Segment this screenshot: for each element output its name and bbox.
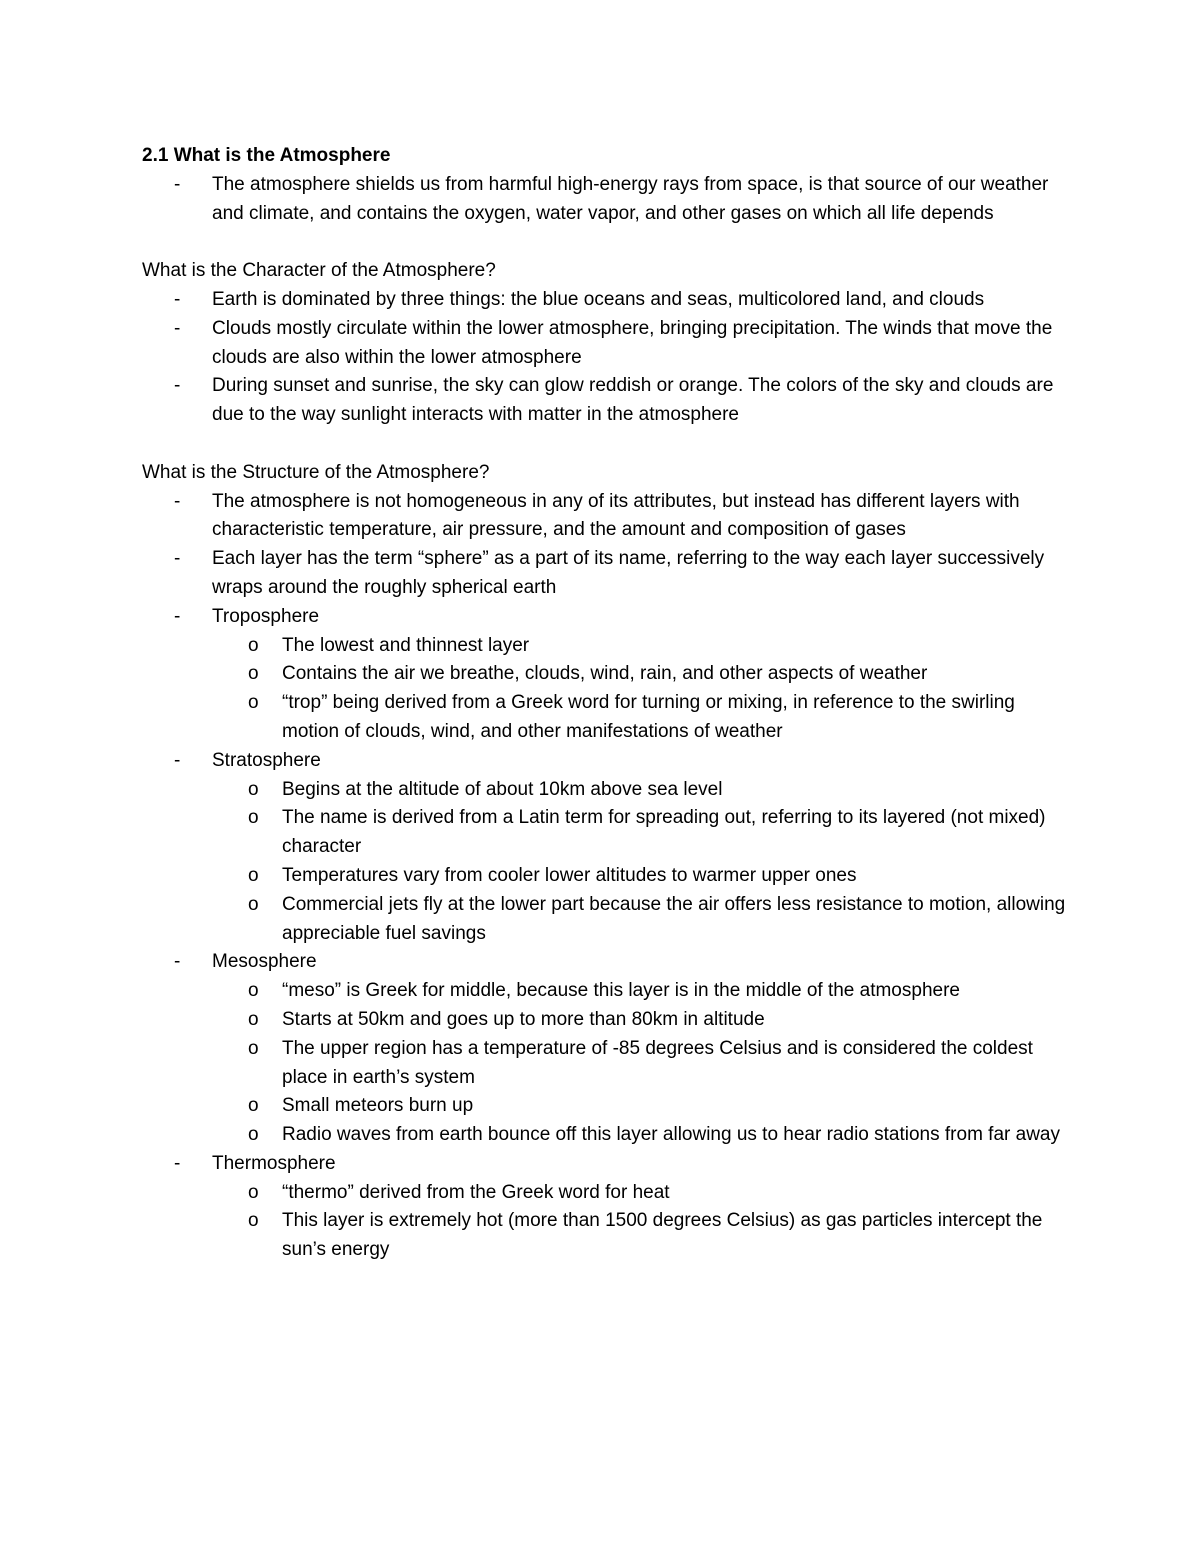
sub-list-item	[212, 804, 1072, 862]
sub-list-item	[212, 862, 1072, 891]
sub-list	[212, 1179, 1072, 1265]
list-item	[142, 545, 1072, 603]
sub-list-item-text: Begins at the altitude of about 10km above sea level	[282, 778, 723, 800]
section	[142, 142, 1072, 228]
circle-bullet: o	[248, 980, 259, 1002]
bullet-list	[142, 286, 1072, 430]
circle-bullet: o	[248, 1210, 259, 1232]
dash-bullet: -	[174, 375, 181, 397]
circle-bullet: o	[248, 1095, 259, 1117]
list-item-text: Troposphere	[212, 605, 320, 627]
circle-bullet: o	[248, 1008, 259, 1030]
paragraph-spacer	[142, 430, 1072, 459]
list-item	[142, 1150, 1072, 1265]
document-content	[142, 142, 1072, 1265]
list-item	[142, 171, 1072, 229]
list-item-text: Earth is dominated by three things: the blue oceans and seas, multicolored land, and clouds	[212, 288, 985, 310]
sub-list-item	[212, 1179, 1072, 1208]
paragraph-spacer	[142, 228, 1072, 257]
circle-bullet: o	[248, 692, 259, 714]
sub-list	[212, 776, 1072, 949]
sub-list-item	[212, 977, 1072, 1006]
list-item-text: Mesosphere	[212, 951, 317, 973]
dash-bullet: -	[174, 490, 181, 512]
list-item	[142, 372, 1072, 430]
sub-list-item-text: Commercial jets fly at the lower part because the air offers less resistance to motion, allowing appreciable fuel savings	[282, 893, 1066, 944]
list-item-text: Thermosphere	[212, 1152, 336, 1174]
list-item-text: During sunset and sunrise, the sky can glow reddish or orange. The colors of the sky and clouds are due to the way sunlight interacts with matter in the atmosphere	[212, 375, 1054, 426]
sub-list-item-text: This layer is extremely hot (more than 1500 degrees Celsius) as gas particles intercept the sun’s energy	[282, 1210, 1043, 1261]
sub-list-item-text: Starts at 50km and goes up to more than 80km in altitude	[282, 1008, 765, 1030]
sub-list-item	[212, 776, 1072, 805]
dash-bullet: -	[174, 173, 181, 195]
sub-list-item	[212, 1006, 1072, 1035]
sub-list-item-text: Small meteors burn up	[282, 1095, 474, 1117]
circle-bullet: o	[248, 1124, 259, 1146]
sub-list	[212, 632, 1072, 747]
sub-list-item	[212, 1121, 1072, 1150]
section-heading: What is the Structure of the Atmosphere?	[142, 461, 490, 483]
sub-list-item	[212, 1035, 1072, 1093]
list-item-text: Clouds mostly circulate within the lower atmosphere, bringing precipitation. The winds that move the clouds are also within the lower atmosphere	[212, 317, 1053, 368]
dash-bullet: -	[174, 317, 181, 339]
circle-bullet: o	[248, 663, 259, 685]
sub-list-item-text: Radio waves from earth bounce off this layer allowing us to hear radio stations from far away	[282, 1124, 1060, 1146]
section	[142, 257, 1072, 430]
list-item	[142, 747, 1072, 949]
sub-list-item	[212, 1207, 1072, 1265]
dash-bullet: -	[174, 605, 181, 627]
sub-list-item-text: The upper region has a temperature of -85 degrees Celsius and is considered the coldest place in earth’s system	[282, 1037, 1033, 1088]
dash-bullet: -	[174, 951, 181, 973]
sub-list-item	[212, 891, 1072, 949]
sub-list-item	[212, 660, 1072, 689]
circle-bullet: o	[248, 807, 259, 829]
circle-bullet: o	[248, 1181, 259, 1203]
section-heading: 2.1 What is the Atmosphere	[142, 145, 391, 166]
circle-bullet: o	[248, 1037, 259, 1059]
circle-bullet: o	[248, 864, 259, 886]
sub-list-item	[212, 632, 1072, 661]
list-item	[142, 948, 1072, 1150]
circle-bullet: o	[248, 778, 259, 800]
sub-list-item-text: The name is derived from a Latin term for spreading out, referring to its layered (not mixed) character	[282, 807, 1046, 858]
list-item-text: The atmosphere shields us from harmful high-energy rays from space, is that source of our weather and climate, and contains the oxygen, water vapor, and other gases on which all life depends	[212, 173, 1049, 224]
sub-list-item	[212, 1092, 1072, 1121]
bullet-list	[142, 171, 1072, 229]
list-item	[142, 488, 1072, 546]
list-item	[142, 315, 1072, 373]
dash-bullet: -	[174, 749, 181, 771]
sub-list	[212, 977, 1072, 1150]
sub-list-item	[212, 689, 1072, 747]
circle-bullet: o	[248, 634, 259, 656]
dash-bullet: -	[174, 548, 181, 570]
list-item	[142, 286, 1072, 315]
list-item-text: Stratosphere	[212, 749, 321, 771]
section	[142, 459, 1072, 1265]
sub-list-item-text: Temperatures vary from cooler lower altitudes to warmer upper ones	[282, 864, 857, 886]
sub-list-item-text: “trop” being derived from a Greek word for turning or mixing, in reference to the swirling motion of clouds, wind, and other manifestations of weather	[282, 692, 1015, 742]
bullet-list	[142, 488, 1072, 1266]
dash-bullet: -	[174, 1152, 181, 1174]
sub-list-item-text: The lowest and thinnest layer	[282, 634, 530, 656]
list-item-text: Each layer has the term “sphere” as a part of its name, referring to the way each layer successively wraps around the roughly spherical earth	[212, 548, 1045, 598]
sub-list-item-text: Contains the air we breathe, clouds, wind, rain, and other aspects of weather	[282, 663, 928, 685]
circle-bullet: o	[248, 893, 259, 915]
sub-list-item-text: “thermo” derived from the Greek word for heat	[282, 1181, 670, 1203]
list-item	[142, 603, 1072, 747]
dash-bullet: -	[174, 288, 181, 310]
sub-list-item-text: “meso” is Greek for middle, because this layer is in the middle of the atmosphere	[282, 980, 960, 1002]
list-item-text: The atmosphere is not homogeneous in any of its attributes, but instead has different layers with characteristic temperature, air pressure, and the amount and composition of gases	[212, 490, 1020, 541]
section-heading: What is the Character of the Atmosphere?	[142, 260, 496, 282]
